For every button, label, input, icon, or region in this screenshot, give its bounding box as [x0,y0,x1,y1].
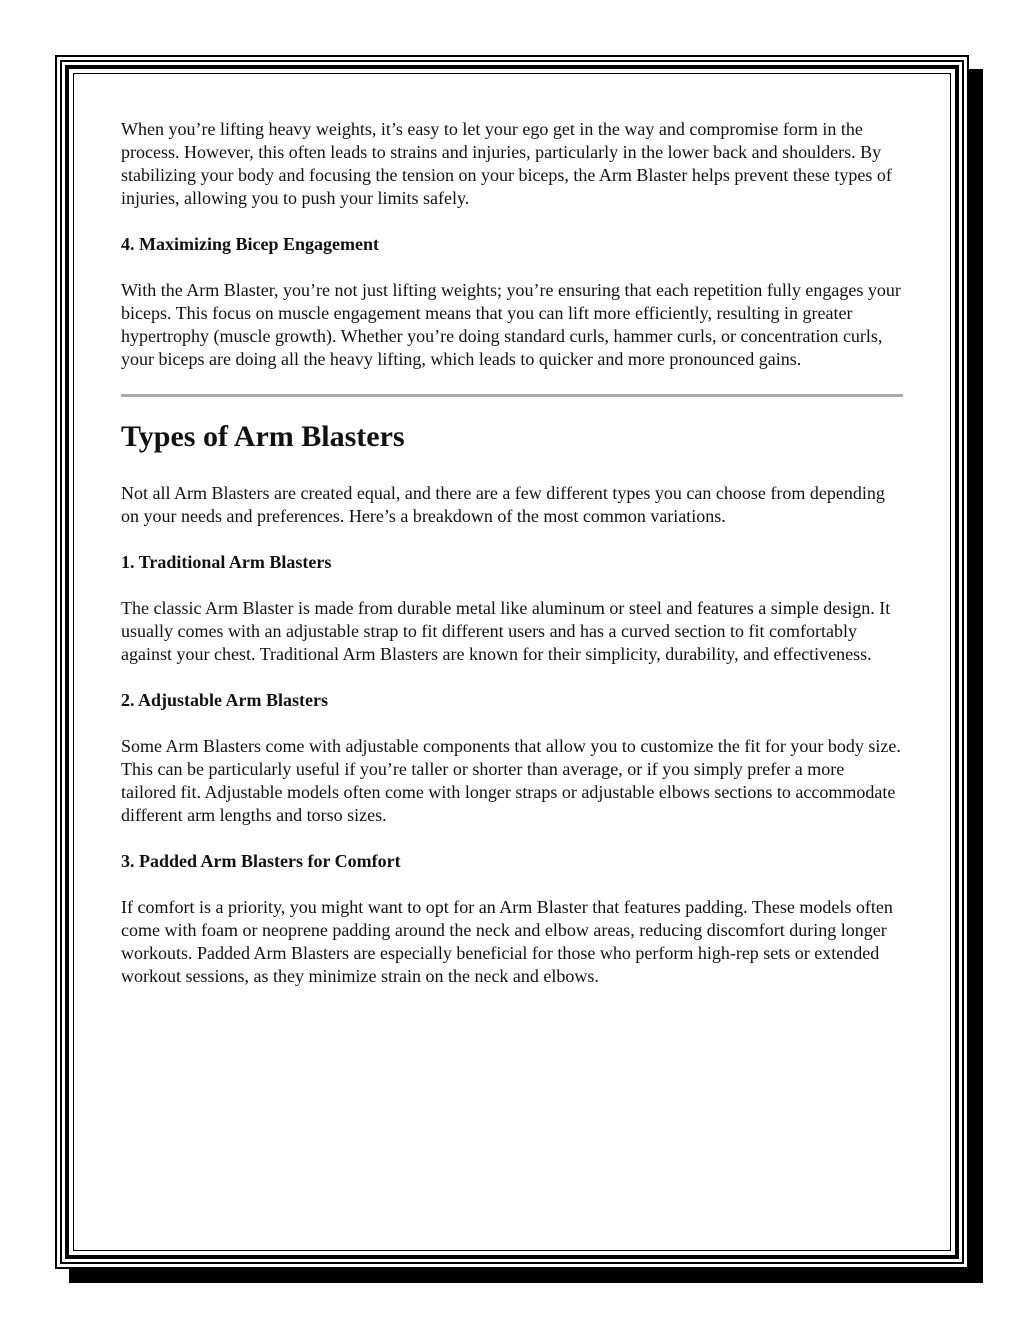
document-content [121,118,903,1011]
heading-traditional-arm-blasters: 1. Traditional Arm Blasters [121,552,332,572]
paragraph-traditional: The classic Arm Blaster is made from durable metal like aluminum or steel and features a simple design. It usually comes with an adjustable strap to fit different users and has a curved section to fit comfortably against your chest. Traditional Arm Blasters are known for their simplicity, durability, and effectiveness. [121,598,891,664]
paragraph-injury-prevention: When you’re lifting heavy weights, it’s easy to let your ego get in the way and compromise form in the process. However, this often leads to strains and injuries, particularly in the lower back and shoulders. By stabilizing your body and focusing the tension on your biceps, the Arm Blaster helps prevent these types of injuries, allowing you to push your limits safely. [121,119,892,208]
paragraph-padded: If comfort is a priority, you might want to opt for an Arm Blaster that features padding. These models often come with foam or neoprene padding around the neck and elbow areas, reducing discomfort during longer workouts. Padded Arm Blasters are especially beneficial for those who perform high-rep sets or extended workout sessions, as they minimize strain on the neck and elbows. [121,897,893,986]
heading-adjustable-arm-blasters: 2. Adjustable Arm Blasters [121,690,328,710]
paragraph-bicep-engagement: With the Arm Blaster, you’re not just lifting weights; you’re ensuring that each repetition fully engages your biceps. This focus on muscle engagement means that you can lift more efficiently, resulting in greater hypertrophy (muscle growth). Whether you’re doing standard curls, hammer curls, or concentration curls, your biceps are doing all the heavy lifting, which leads to quicker and more pronounced gains. [121,280,901,369]
paragraph-types-intro: Not all Arm Blasters are created equal, and there are a few different types you can choose from depending on your needs and preferences. Here’s a breakdown of the most common variations. [121,483,885,526]
section-divider [121,394,903,397]
section-title-types-of-arm-blasters: Types of Arm Blasters [121,420,405,453]
heading-maximizing-bicep-engagement: 4. Maximizing Bicep Engagement [121,234,379,254]
heading-padded-arm-blasters: 3. Padded Arm Blasters for Comfort [121,851,401,871]
paragraph-adjustable: Some Arm Blasters come with adjustable components that allow you to customize the fit for your body size. This can be particularly useful if you’re taller or shorter than average, or if you simply prefer a more tailored fit. Adjustable models often come with longer straps or adjustable elbows sections to accommodate different arm lengths and torso sizes. [121,736,901,825]
